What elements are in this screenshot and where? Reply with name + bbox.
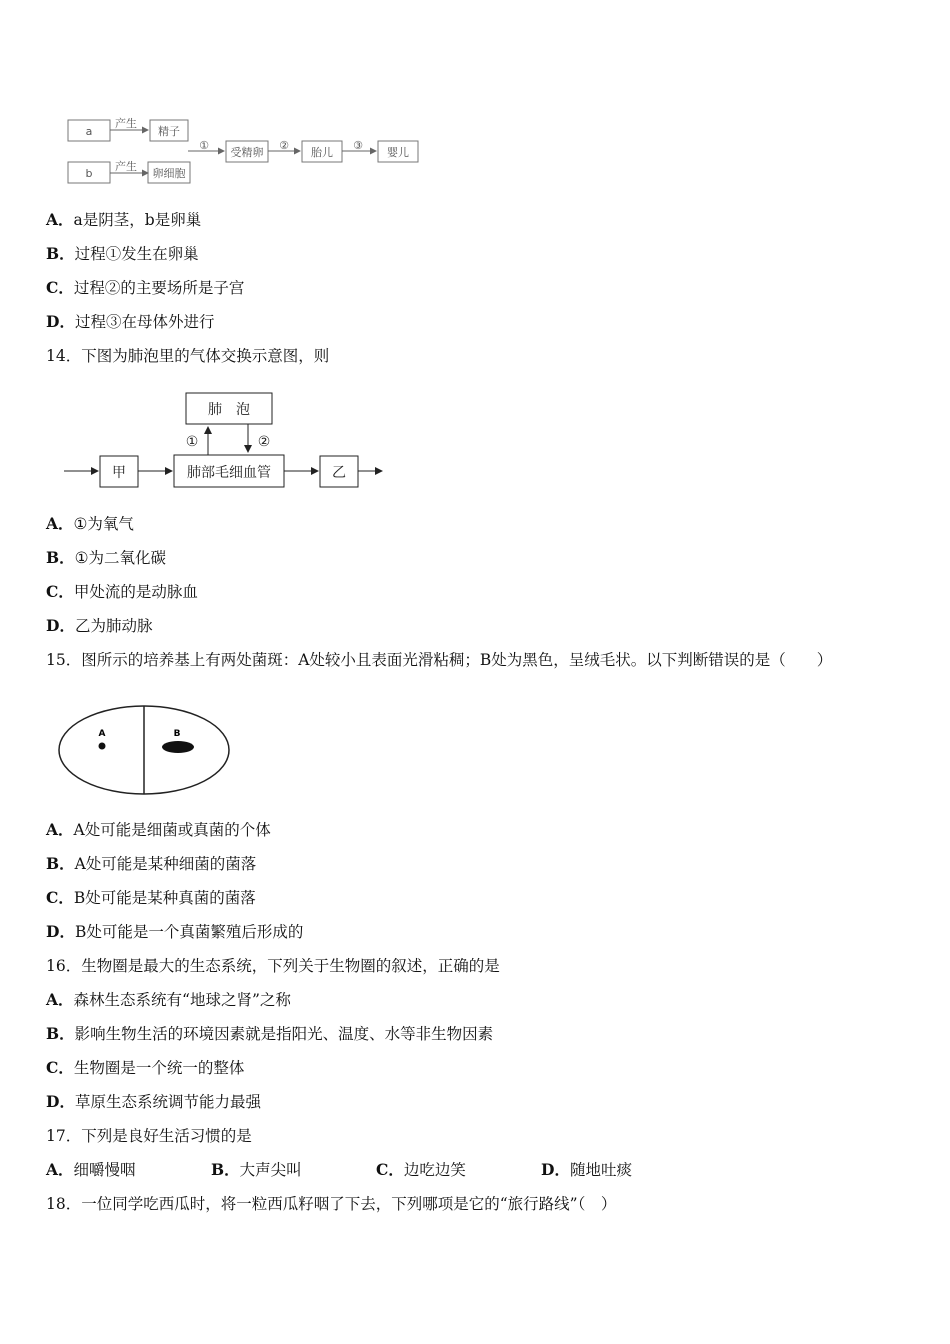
q17-option-b	[211, 1159, 376, 1181]
step2-label: ②	[279, 139, 289, 152]
option-label: C．	[376, 1160, 404, 1179]
reproduction-diagram	[60, 112, 490, 192]
option-text: 边吃边笑	[403, 1161, 466, 1179]
option-text: 随地吐痰	[569, 1161, 632, 1179]
q13-option-c	[46, 277, 244, 299]
option-text: 过程①发生在卵巢	[74, 245, 199, 263]
produce-bottom-label: 产生	[115, 160, 137, 173]
option-label: B．	[211, 1160, 240, 1179]
capillary-label: 肺部毛细血管	[187, 465, 271, 481]
egg-label: 卵细胞	[152, 167, 186, 180]
zygote-label: 受精卵	[230, 146, 264, 159]
q15-option-d	[46, 921, 303, 943]
option-text: 大声尖叫	[239, 1161, 302, 1179]
colony-a	[99, 743, 106, 750]
option-text: B处可能是一个真菌繁殖后形成的	[74, 923, 304, 941]
q14-option-d	[46, 615, 152, 637]
q18-stem: 18．一位同学吃西瓜时，将一粒西瓜籽咽了下去，下列哪项是它的“旅行路线”（ ）	[46, 1195, 617, 1213]
option-label: B．	[46, 244, 75, 263]
step3-label: ③	[353, 139, 363, 152]
colony-a-label: A	[98, 729, 106, 739]
option-text: 乙为肺动脉	[74, 617, 153, 635]
produce-top-label: 产生	[115, 117, 137, 130]
option-label: D．	[46, 1092, 75, 1111]
q15-option-c	[46, 887, 256, 909]
q16-option-b	[46, 1023, 493, 1045]
gas-exchange-diagram	[60, 388, 400, 498]
box-a-label: a	[85, 125, 93, 138]
option-label: B．	[46, 854, 75, 873]
option-label: D．	[46, 616, 75, 635]
q13-option-d	[46, 311, 214, 333]
baby-label: 婴儿	[387, 146, 409, 159]
q13-option-b	[46, 243, 199, 265]
jia-label: 甲	[112, 465, 126, 481]
q14-option-b	[46, 547, 166, 569]
option-text: ①为二氧化碳	[74, 549, 167, 567]
option-label: D．	[541, 1160, 570, 1179]
step1-label: ①	[199, 139, 209, 152]
q16-option-a	[46, 989, 291, 1011]
option-text: 森林生态系统有“地球之肾”之称	[73, 991, 291, 1009]
option-label: C．	[46, 278, 74, 297]
petri-dish-diagram	[56, 704, 246, 804]
option-text: B处可能是某种真菌的菌落	[73, 889, 256, 907]
option-text: 细嚼慢咽	[73, 1161, 136, 1179]
q16-option-d	[46, 1091, 261, 1113]
option-label: A．	[46, 820, 74, 839]
option-text: A处可能是细菌或真菌的个体	[73, 821, 271, 839]
q14-option-a	[46, 513, 134, 535]
fetus-label: 胎儿	[311, 146, 333, 159]
option-text: a是阴茎，b是卵巢	[73, 211, 202, 229]
option-text: 影响生物生活的环境因素就是指阳光、温度、水等非生物因素	[74, 1025, 494, 1043]
option-text: 过程②的主要场所是子宫	[73, 279, 245, 297]
option-text: A处可能是某种细菌的菌落	[74, 855, 257, 873]
option-label: D．	[46, 922, 75, 941]
option-label: A．	[46, 514, 74, 533]
option-label: C．	[46, 582, 74, 601]
q14-stem: 14．下图为肺泡里的气体交换示意图，则	[46, 347, 330, 365]
q15-stem: 15．图所示的培养基上有两处菌斑：A处较小且表面光滑粘稠；B处为黑色，呈绒毛状。以下判断错误的是（ ）	[46, 651, 833, 669]
option-label: C．	[46, 888, 74, 907]
q15-option-a	[46, 819, 271, 841]
option-text: ①为氧气	[73, 515, 134, 533]
q16-option-c	[46, 1057, 244, 1079]
sperm-label: 精子	[158, 125, 180, 138]
option-label: C．	[46, 1058, 74, 1077]
option-text: 过程③在母体外进行	[74, 313, 215, 331]
q16-stem: 16．生物圈是最大的生态系统，下列关于生物圈的叙述，正确的是	[46, 957, 500, 975]
option-label: A．	[46, 990, 74, 1009]
option-text: 甲处流的是动脉血	[73, 583, 198, 601]
q17-stem: 17．下列是良好生活习惯的是	[46, 1127, 252, 1145]
option-label: B．	[46, 1024, 75, 1043]
option-text: 生物圈是一个统一的整体	[73, 1059, 245, 1077]
option-label: A．	[46, 210, 74, 229]
option-label: D．	[46, 312, 75, 331]
colony-b-label: B	[173, 729, 181, 739]
yi-label: 乙	[332, 465, 346, 481]
q15-option-b	[46, 853, 256, 875]
q17-option-d	[541, 1159, 706, 1181]
box-b-label: b	[85, 167, 93, 180]
option-text: 草原生态系统调节能力最强	[74, 1093, 261, 1111]
arrow2-label: ②	[257, 434, 271, 450]
q17-options-row	[46, 1159, 706, 1181]
arrow1-label: ①	[185, 434, 199, 450]
colony-b	[162, 741, 194, 753]
q17-option-a	[46, 1159, 211, 1181]
option-label: A．	[46, 1160, 74, 1179]
option-label: B．	[46, 548, 75, 567]
q13-option-a	[46, 209, 201, 231]
alveolus-label: 肺 泡	[208, 402, 250, 418]
q17-option-c	[376, 1159, 541, 1181]
q14-option-c	[46, 581, 198, 603]
